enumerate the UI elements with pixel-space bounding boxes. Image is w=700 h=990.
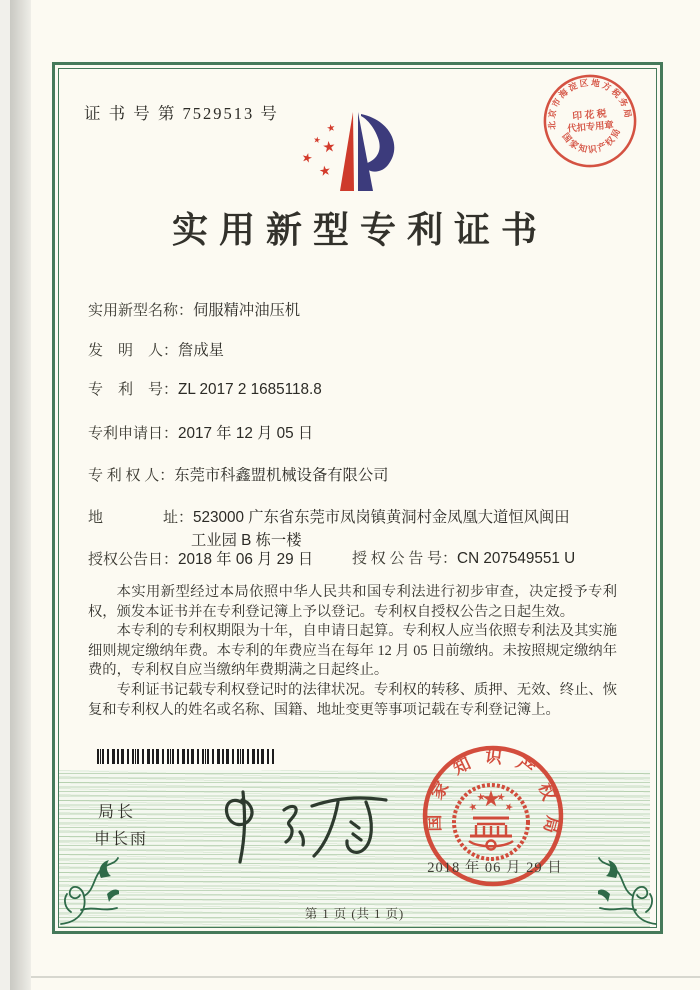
certificate-title: 实用新型专利证书 (171, 210, 548, 250)
national-emblem (454, 785, 528, 859)
field-label: 发 明 人： (88, 343, 179, 359)
field-value: 523000 广东省东莞市凤岗镇黄洞村金凤凰大道恒风闽田 (193, 509, 570, 526)
field-value: 2017 年 12 月 05 日 (178, 425, 314, 442)
seal-arc-text: 国家知识产权局 (424, 746, 563, 848)
tax-stamp-bottom-arc: 国家知识产权局 (560, 125, 623, 155)
field-label: 授权公告日： (88, 552, 179, 568)
field-value: 工业园 B 栋一楼 (191, 532, 302, 549)
barcode-icon (97, 749, 274, 764)
stamp-tax-withholding-seal-icon (537, 68, 643, 174)
director-title: 局长 (98, 804, 137, 821)
field-row-filing-date (88, 421, 313, 443)
director-name: 申长雨 (94, 831, 149, 848)
field-value: ZL 2017 2 1685118.8 (178, 381, 322, 398)
field-row-patent-no (88, 378, 322, 399)
tax-stamp-top-arc: 北京市海淀区地方税务局 (546, 77, 634, 131)
scan-edge-strip (10, 0, 31, 990)
field-label: 专 利 号： (88, 382, 179, 398)
field-value: CN 207549551 U (457, 550, 576, 567)
certificate-number: 证 书 号 第 7529513 号 (84, 104, 279, 123)
field-label: 专利申请日： (88, 426, 179, 442)
field-value: 东莞市科鑫盟机械设备有限公司 (174, 467, 389, 484)
field-row-name (88, 298, 300, 320)
field-value: 詹成星 (178, 342, 224, 359)
field-row-inventor (88, 338, 224, 360)
svg-text:北京市海淀区地方税务局 (542, 73, 634, 131)
director-signature-icon (200, 786, 400, 866)
paragraph: 专利证书记载专利权登记时的法律状况。专利权的转移、质押、无效、终止、恢复和专利权人的姓名或名称、国籍、地址变更等事项记载在专利登记簿上。 (88, 681, 617, 718)
tax-stamp-line1: 印 花 税 (571, 108, 608, 123)
cnipa-patent-logo-icon (284, 104, 416, 200)
page-footer: 第 1 页 (共 1 页) (304, 907, 405, 921)
field-row-patentee (88, 463, 388, 485)
seal-date: 2018 年 06 月 29 日 (427, 860, 563, 876)
tax-stamp-line2: 代扣专用章 (566, 120, 615, 135)
scan-bottom-edge (31, 976, 700, 978)
field-value: 2018 年 06 月 29 日 (178, 551, 314, 568)
paragraph: 本实用新型经过本局依照中华人民共和国专利法进行初步审查，决定授予专利权，颁发本证书并在专利登记簿上予以登记。专利权自授权公告之日起生效。 (88, 584, 617, 620)
field-label: 实用新型名称： (88, 303, 194, 319)
field-label: 专 利 权 人： (88, 468, 175, 484)
field-row-address (88, 505, 570, 527)
field-label: 授 权 公 告 号： (352, 551, 458, 567)
legal-paragraphs (88, 583, 617, 720)
field-value: 伺服精冲油压机 (193, 302, 301, 319)
paragraph: 本专利的专利权期限为十年，自申请日起算。专利权人应当依照专利法及其实施细则规定缴纳年费。本专利的年费应当在每年 12 月 05 日前缴纳。未按照规定缴纳年费的，专利权自应当缴纳年费期满之日起终止。 (88, 623, 617, 679)
field-row-grant-date (88, 547, 313, 569)
field-row-grant-no (352, 547, 575, 568)
field-label: 地 址： (88, 510, 194, 526)
